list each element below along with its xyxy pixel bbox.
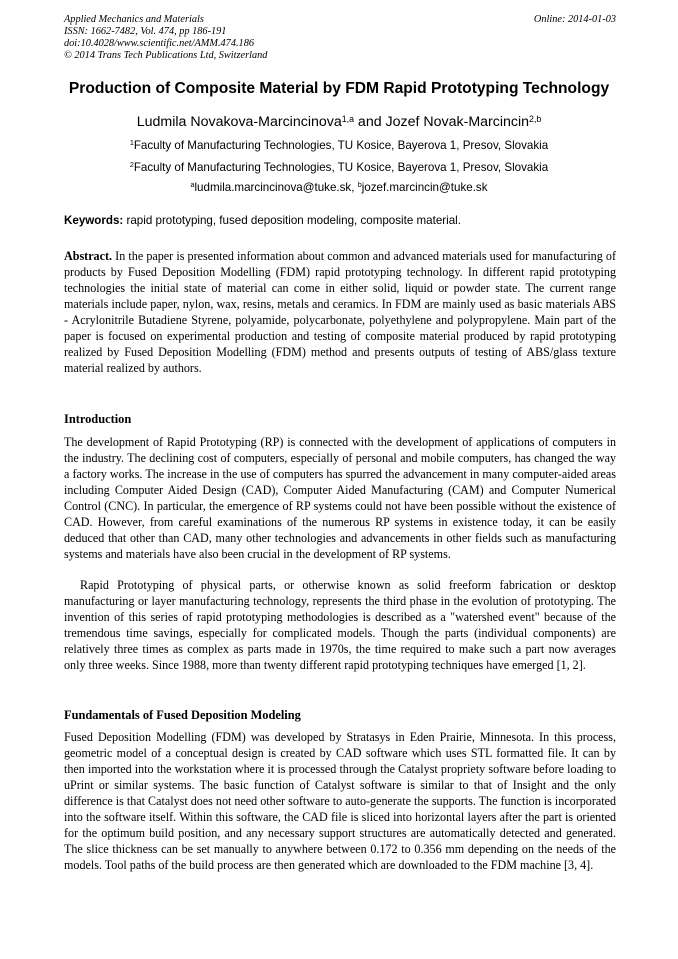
email-b-sup: b (357, 180, 362, 190)
author-and: and (353, 114, 386, 130)
introduction-paragraph-1: The development of Rapid Prototyping (RP) is connected with the development of applications of computers in the industry. The declining cost of computers, especially of personal and mobile computers, has changed the way a factory works. The increase in the use of computers has spurred the advancement in many computer-aided areas including Computer Aided Design (CAD), Computer Aided Manufacturing (CAM) and Computer Numerical Control (CNC). In particular, the emergence of RP systems could not have been possible without the existence of CAD. However, from careful examinations of the numerous RP systems in existence today, it can be easily deduced that other than CAD, many other technologies and advancements in other fields such as manufacturing systems and materials have also been crucial in the development of RP systems. (64, 435, 616, 561)
email-b: jozef.marcincin@tuke.sk (361, 181, 488, 194)
keywords-text: rapid prototyping, fused deposition modeling, composite material. (123, 214, 461, 227)
author-1-sup: 1,a (341, 113, 354, 124)
section-heading-introduction: Introduction (64, 412, 132, 426)
author-1: Ludmila Novakova-Marcincinova (136, 114, 342, 130)
journal-header (64, 14, 616, 62)
author-2-sup: 2,b (529, 113, 542, 124)
author-line (40, 114, 638, 130)
email-a-sup: a (190, 180, 195, 190)
keywords-label: Keywords: (64, 214, 124, 227)
introduction-paragraph-2: Rapid Prototyping of physical parts, or otherwise known as solid freeform fabrication or desktop manufacturing or layer manufacturing technology, represents the third phase in the evolution of prototyping. The invention of this series of rapid prototyping methodologies is described as a "watershed event" because of the tremendous time savings, especially for complicated models. Though the parts (individual components) are relatively three times as complex as parts made in 1970s, the time required to make such a part now averages only three weeks. Since 1988, more than twenty different rapid prototyping techniques have emerged [1, 2]. (64, 578, 616, 672)
affiliation-1-text: Faculty of Manufacturing Technologies, TU Kosice, Bayerova 1, Presov, Slovakia (133, 139, 549, 152)
keywords (64, 214, 616, 227)
affiliation-2-sup: 2 (129, 160, 134, 170)
author-2: Jozef Novak-Marcincin (385, 114, 530, 130)
abstract-text: In the paper is presented information about common and advanced materials used for manufacturing of products by Fused Deposition Modelling (FDM) rapid prototyping technology. In different rapid prototyping technologies the initial state of material can come in either solid, liquid or powder state. The current range materials include paper, nylon, wax, resins, metals and ceramics. In FDM are mainly used as basic materials ABS - Acrylonitrile Butadiene Styrene, polyamide, polycarbonate, polyethylene and polypropylene. Main part of the paper is focused on experimental production and testing of composite material produced by rapid prototyping realized by Fused Deposition Modelling (FDM) method and presents outputs of testing of ABS/glass texture material realized by authors. (64, 249, 616, 375)
copyright-line: © 2014 Trans Tech Publications Ltd, Switzerland (64, 50, 268, 61)
email-a: ludmila.marcincinova@tuke.sk, (194, 181, 358, 194)
author-emails (40, 181, 638, 194)
affiliation-2 (40, 161, 638, 174)
online-date: Online: 2014-01-03 (533, 14, 616, 25)
affiliation-1-sup: 1 (129, 138, 134, 148)
section-heading-fdm-fundamentals: Fundamentals of Fused Deposition Modeling (64, 708, 301, 722)
journal-name: Applied Mechanics and Materials (64, 14, 204, 25)
abstract-label: Abstract. (64, 249, 113, 263)
paper-title: Production of Composite Material by FDM Rapid Prototyping Technology (68, 80, 610, 97)
abstract (64, 248, 616, 376)
fdm-paragraph-1: Fused Deposition Modelling (FDM) was developed by Stratasys in Eden Prairie, Minnesota. In this process, geometric model of a conceptual design is created by CAD software which uses STL formatted file. It can by then imported into the workstation where it is processed through the Catalyst propriety software before loading to uPrint or similar systems. The basic function of Catalyst software is similar to that of Insight and the only difference is that Catalyst does not need other software to auto-generate the supports. The function is incorporated into the software itself. Within this software, the CAD file is sliced into horizontal layers after the part is oriented for the optimum build position, and any necessary support structures are automatically detected and generated. The slice thickness can be set manually to anywhere between 0.172 to 0.356 mm depending on the needs of the models. Tool paths of the build process are then generated which are downloaded to the FDM machine [3, 4]. (64, 730, 616, 872)
doi-line: doi:10.4028/www.scientific.net/AMM.474.186 (64, 38, 254, 49)
affiliation-1 (40, 139, 638, 152)
affiliation-2-text: Faculty of Manufacturing Technologies, TU Kosice, Bayerova 1, Presov, Slovakia (133, 161, 549, 174)
issn-line: ISSN: 1662-7482, Vol. 474, pp 186-191 (64, 26, 227, 37)
